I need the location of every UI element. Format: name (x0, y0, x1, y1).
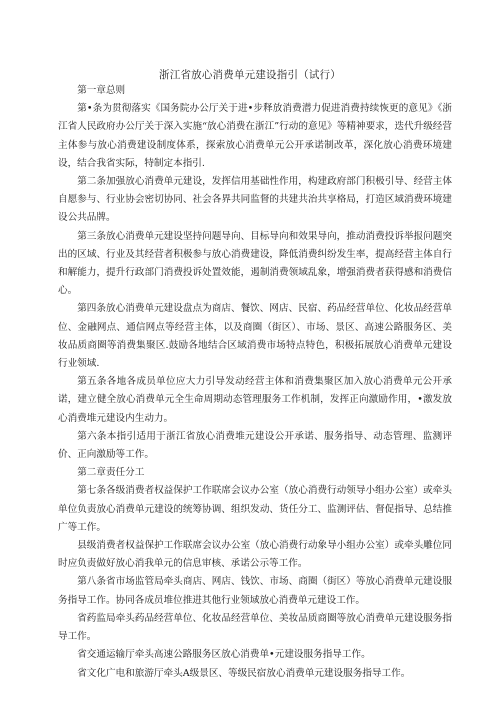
article-paragraph: 第七条各级消费者权益保护工作联席会议办公室（放心消费行动领导小组办公室）或牵头单位负责放心消费单元建设的统筹协调、组织发动、货任分工、监测评估、督促指导、总结推广等工作。 (58, 485, 452, 533)
chapter-heading: 第二章责任分工 (77, 467, 145, 479)
article-paragraph: 第八条省市场监管局牵头商店、网店、钱饮、市场、商圈（街区）等放心消费单元建设服务指导工作。协同各成员堆位推进其他行业领域放心消费单元建设工作。 (58, 576, 452, 606)
article-paragraph: 第四条放心消费单元建设盘点为商店、餐饮、网店、民宿、药品经营单位、化妆品经营单位、金融网点、通信网点等经营主体，以及商圈（街区）、市场、景区、高速公路服务区、美妆品质商圈等消费集聚区.鼓励各地结合区域消费市场特点特色，积极拓展放心消费单元建设行业领域. (58, 303, 452, 370)
chapter-heading: 第一章总则 (77, 85, 126, 96)
article-paragraph: 第三条放心消费单元建设坚持问题导向、目标导向和效果导向，推动消费投诉举报问题突出的区域、行业及其经营者积极参与放心消费建设，降低消费纠纷发生率，提高经营主体自行和解能力，提升行政部门消费投诉处置效能，遏制消费领域乱象，增强消费者获得感和消费信心。 (58, 230, 452, 297)
article-paragraph: 第•条为贯彻落实《国务院办公厅关于进•步释放消费潜力促进消费持续恢更的意见》《浙江省人民政府办公厅关于深入实施“放心消费在浙江”行动的意见》等精神要求，迭代升级经营主体参与放心消费建设制度体系，探索放心消费单元公开承诺制改革，深化放心消费环境建设，结合我省实际，特制定本指引. (58, 103, 452, 169)
document-body (58, 82, 452, 683)
paragraph: 县级消费者权益保护工作联席会议办公室（放心消费行动象导小组办公室）或牵头雕位同时应负责做好放心消我单元的信息审核、承诺公示等工作。 (58, 540, 452, 570)
article-paragraph: 第五条各地各成员单位应大力引导发动经营主体和消费集聚区加入放心消费单元公开承诺，建立健全放心消费单元全生命周期动态管理服务工作机制，发挥正向激励作用，•激发放心消费堆元建设内生动力。 (58, 376, 452, 424)
article-paragraph: 第六条本指引适用于浙江省放心消费堆元建设公开承诺、服务指导、动态管理、监测评价、正向激励等工作。 (58, 430, 452, 461)
paragraph: 省药监局牵头药品经营单位、化妆品经营单位、美妆品质商圈等放心消费单元建设服务指导工作。 (58, 612, 452, 643)
article-paragraph: 第二条加强放心消费单元建设，发挥信用基础性作用，构建政府部门积极引导、经营主体自愿参与、行业协会密切协同、社会各界共同监督的共建共治共享格局，打造区域消费环境建设公共品牌。 (58, 176, 452, 224)
paragraph: 省文化广电和旅游厅牵头A级景区、等级民宿放心消费单元建设服务指导工作。 (77, 667, 411, 679)
paragraph: 省交通运输厅牵头高速公路服务区放心消费单•元建设服务指导工作。 (77, 649, 371, 661)
document-title: 浙江省放心消费单元建设指引（试行） (159, 69, 341, 81)
